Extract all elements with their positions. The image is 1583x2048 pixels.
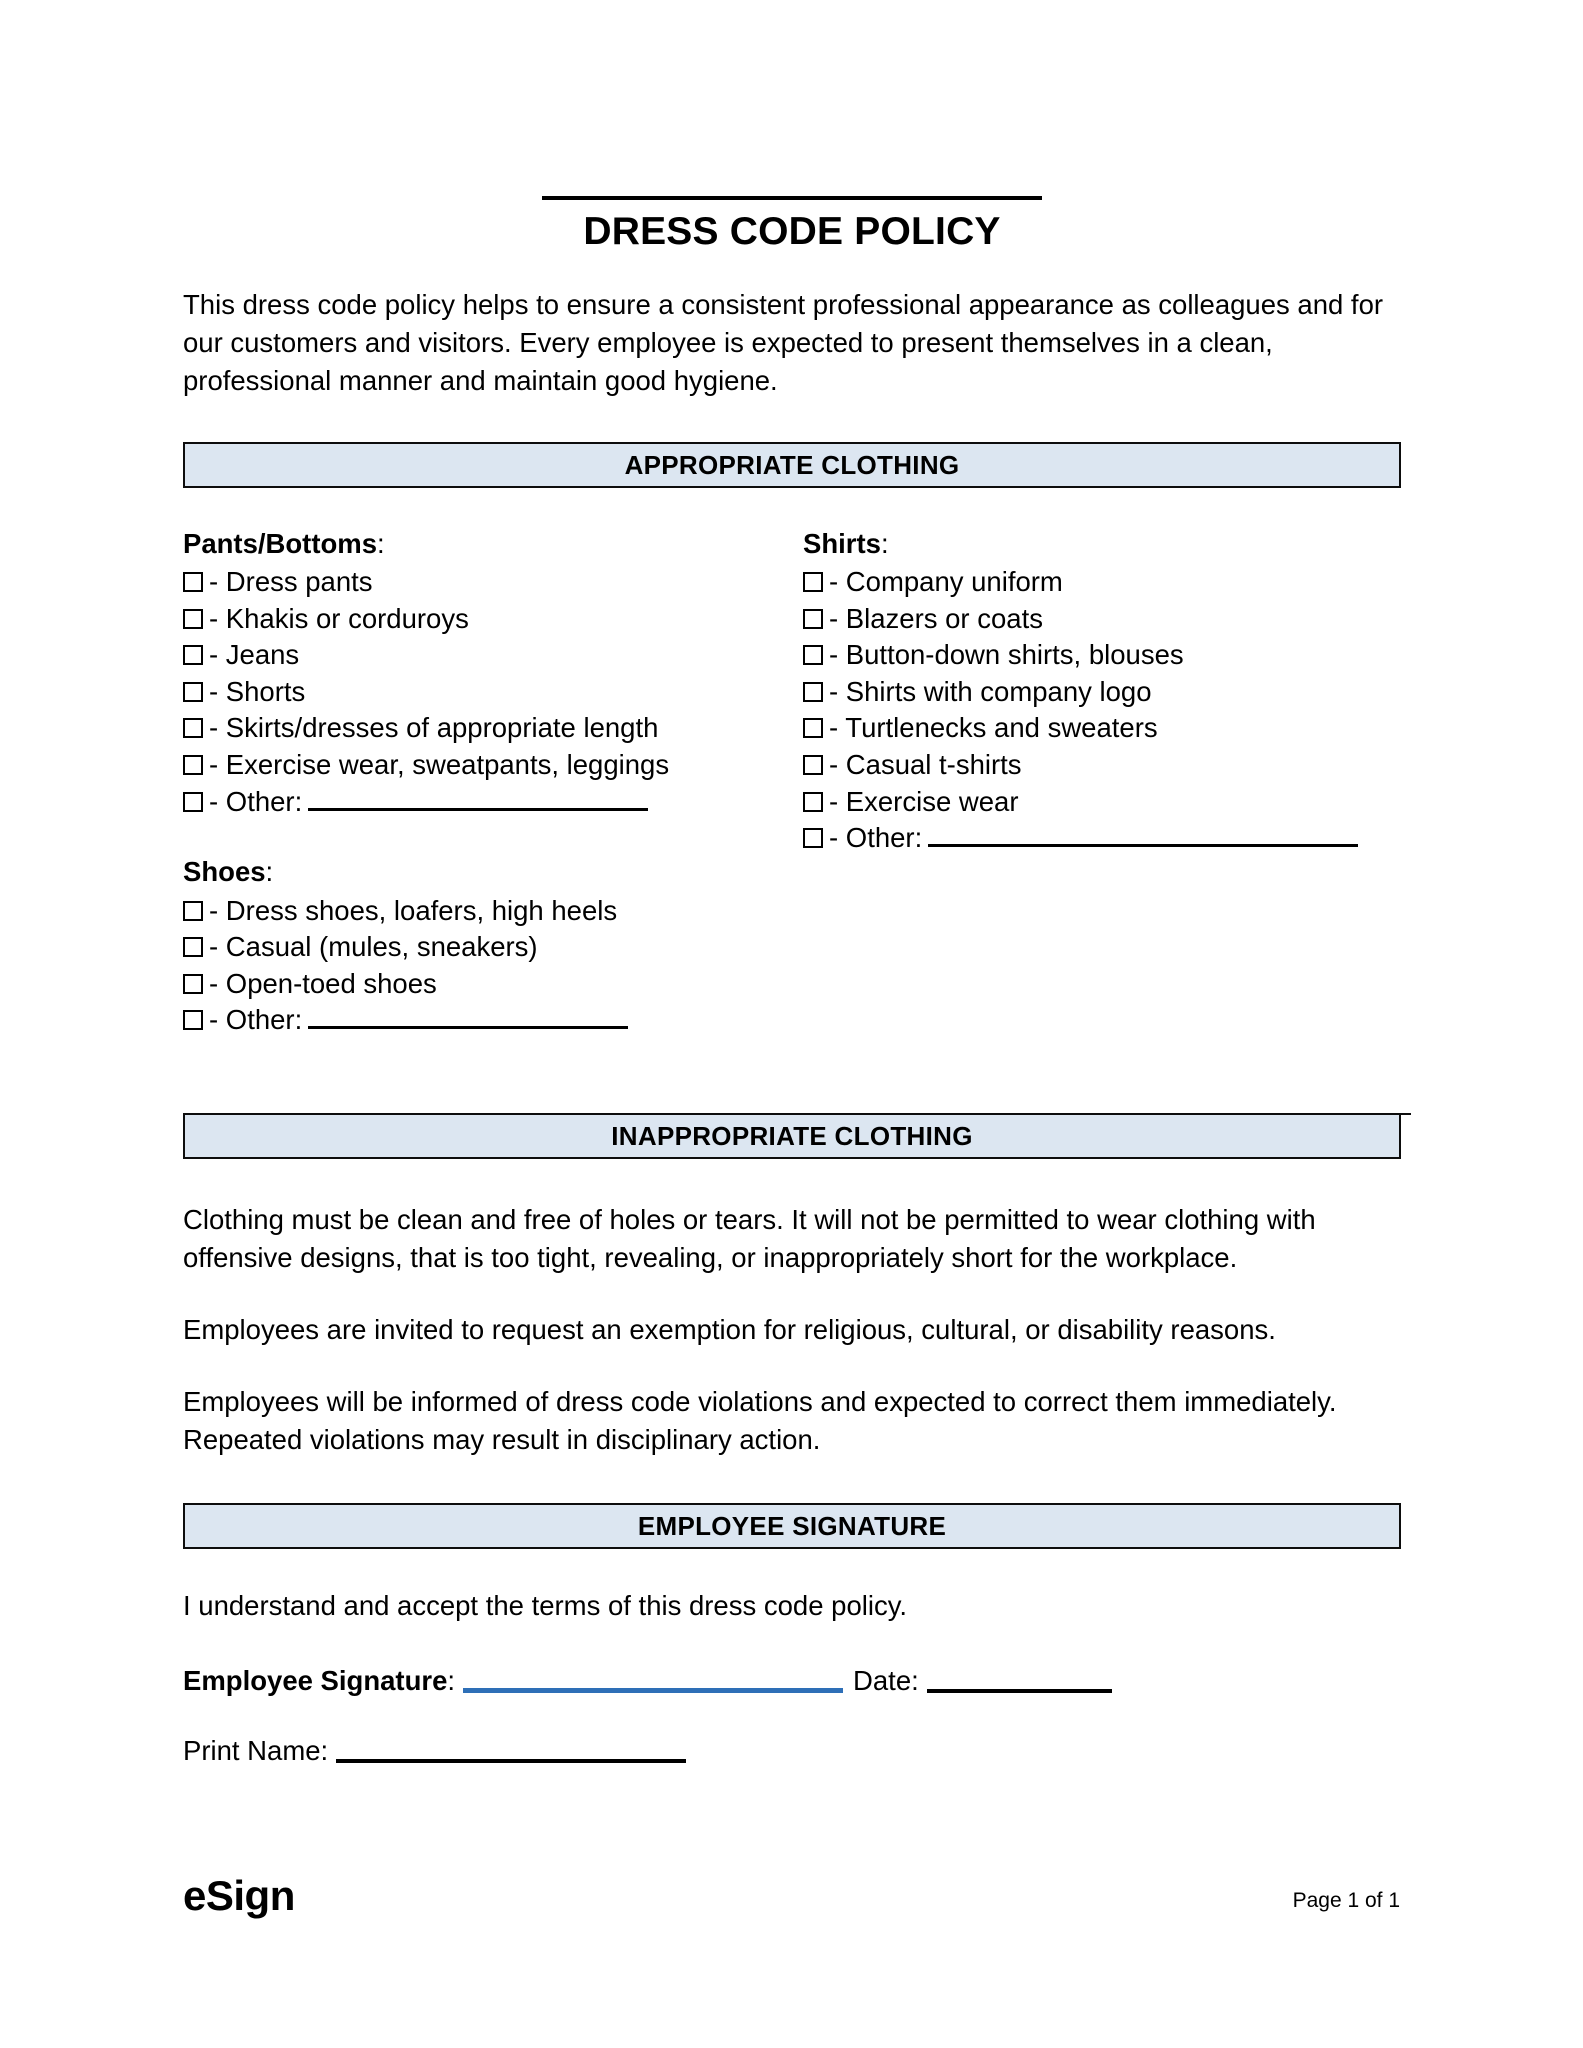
page-footer bbox=[183, 1872, 1400, 1919]
checklist-item-label: - Khakis or corduroys bbox=[209, 602, 469, 634]
inappropriate-paragraph-2: Employees are invited to request an exemption for religious, cultural, or disability reasons. bbox=[183, 1313, 1276, 1345]
employee-signature-label-text: Employee Signature bbox=[183, 1664, 448, 1696]
esign-logo: eSign bbox=[183, 1872, 295, 1919]
other-shirts-input-blank[interactable] bbox=[928, 820, 1358, 847]
checkbox-icon[interactable] bbox=[183, 718, 203, 738]
checklist-item[interactable] bbox=[803, 674, 1401, 711]
checklist-item-label: - Blazers or coats bbox=[829, 602, 1043, 634]
checklist-item-other-label: - Other: bbox=[209, 785, 303, 817]
checklist-item-label: - Dress pants bbox=[209, 566, 373, 598]
title-block bbox=[183, 196, 1401, 255]
other-pants-input-blank[interactable] bbox=[308, 784, 648, 811]
group-heading-pants-bottoms-label: Pants/Bottoms bbox=[183, 527, 378, 559]
checklist-column-left bbox=[183, 526, 803, 1039]
checklist-item-label: - Company uniform bbox=[829, 566, 1063, 598]
checklist-item[interactable] bbox=[183, 564, 803, 601]
checkbox-icon[interactable] bbox=[803, 609, 823, 629]
page-number: Page 1 of 1 bbox=[1292, 1889, 1400, 1912]
group-heading-pants-bottoms bbox=[183, 526, 803, 563]
checkbox-icon[interactable] bbox=[183, 645, 203, 665]
section-header-inappropriate-clothing bbox=[183, 1113, 1401, 1159]
intro-paragraph: This dress code policy helps to ensure a consistent professional appearance as colleagues and for our customers and visitors. Every employee is expected to present themselves in a clean, professional manner and maintain good hygiene. bbox=[183, 288, 1384, 396]
checkbox-icon[interactable] bbox=[183, 755, 203, 775]
print-name-input-blank[interactable] bbox=[336, 1737, 686, 1763]
print-name-row bbox=[183, 1733, 1401, 1770]
checkbox-icon[interactable] bbox=[183, 572, 203, 592]
checkbox-icon[interactable] bbox=[803, 828, 823, 848]
checklist-item[interactable] bbox=[803, 747, 1401, 784]
employee-signature-input-blank[interactable] bbox=[463, 1666, 843, 1693]
checklist-item[interactable] bbox=[183, 893, 803, 930]
checkbox-icon[interactable] bbox=[803, 792, 823, 812]
employee-signature-row bbox=[183, 1663, 1401, 1700]
section-header-employee-signature bbox=[183, 1503, 1401, 1549]
checklist-column-right bbox=[803, 526, 1401, 1039]
checkbox-icon[interactable] bbox=[183, 974, 203, 994]
checklist-item-other[interactable] bbox=[183, 1002, 803, 1039]
checkbox-icon[interactable] bbox=[183, 609, 203, 629]
checkbox-icon[interactable] bbox=[183, 1010, 203, 1030]
checklist-item[interactable] bbox=[183, 966, 803, 1003]
acceptance-statement: I understand and accept the terms of this dress code policy. bbox=[183, 1589, 908, 1621]
document-content bbox=[183, 0, 1401, 1770]
checklist-item[interactable] bbox=[183, 710, 803, 747]
checkbox-icon[interactable] bbox=[803, 755, 823, 775]
group-heading-shoes-colon: : bbox=[265, 856, 274, 888]
checkbox-icon[interactable] bbox=[183, 792, 203, 812]
checklist-item[interactable] bbox=[183, 674, 803, 711]
checkbox-icon[interactable] bbox=[803, 682, 823, 702]
group-heading-shirts bbox=[803, 526, 1401, 563]
checklist-item-label: - Casual t-shirts bbox=[829, 749, 1022, 781]
spacer bbox=[183, 820, 803, 854]
checklist-item-other-label: - Other: bbox=[209, 1004, 303, 1036]
checkbox-icon[interactable] bbox=[803, 572, 823, 592]
checklist-item-label: - Jeans bbox=[209, 639, 300, 671]
checkbox-icon[interactable] bbox=[183, 901, 203, 921]
clothing-checklist-columns bbox=[183, 526, 1401, 1039]
title-rule bbox=[542, 196, 1042, 200]
inappropriate-paragraph-3: Employees will be informed of dress code violations and expected to correct them immediately. Repeated violations may result in disciplinary action. bbox=[183, 1385, 1337, 1455]
group-heading-shoes bbox=[183, 854, 803, 891]
checklist-item-label: - Open-toed shoes bbox=[209, 967, 437, 999]
checkbox-icon[interactable] bbox=[183, 682, 203, 702]
checklist-item[interactable] bbox=[183, 637, 803, 674]
group-heading-shoes-label: Shoes bbox=[183, 856, 266, 888]
checklist-item-label: - Casual (mules, sneakers) bbox=[209, 931, 538, 963]
checklist-item-label: - Button-down shirts, blouses bbox=[829, 639, 1184, 671]
checklist-item-label: - Skirts/dresses of appropriate length bbox=[209, 712, 659, 744]
checklist-item[interactable] bbox=[803, 637, 1401, 674]
checklist-item-other[interactable] bbox=[803, 820, 1401, 857]
inappropriate-paragraph-1: Clothing must be clean and free of holes or tears. It will not be permitted to wear clothing with offensive designs, that is too tight, revealing, or inappropriately short for the workplace. bbox=[183, 1203, 1316, 1273]
checklist-item[interactable] bbox=[803, 710, 1401, 747]
date-input-blank[interactable] bbox=[927, 1667, 1112, 1693]
section-header-inappropriate-clothing-label: INAPPROPRIATE CLOTHING bbox=[611, 1120, 973, 1151]
employee-signature-label-colon: : bbox=[447, 1664, 456, 1696]
checklist-item-other[interactable] bbox=[183, 784, 803, 821]
group-heading-shirts-colon: : bbox=[880, 527, 889, 559]
checklist-item-label: - Dress shoes, loafers, high heels bbox=[209, 894, 618, 926]
checklist-item-label: - Exercise wear, sweatpants, leggings bbox=[209, 749, 670, 781]
date-label: Date: bbox=[853, 1664, 919, 1696]
checklist-item[interactable] bbox=[183, 601, 803, 638]
section-header-employee-signature-label: EMPLOYEE SIGNATURE bbox=[637, 1510, 947, 1541]
checkbox-icon[interactable] bbox=[803, 718, 823, 738]
checklist-item-label: - Shirts with company logo bbox=[829, 675, 1152, 707]
checklist-item[interactable] bbox=[803, 784, 1401, 821]
checklist-item[interactable] bbox=[803, 564, 1401, 601]
page-title: DRESS CODE POLICY bbox=[583, 210, 1001, 253]
group-heading-shirts-label: Shirts bbox=[803, 527, 881, 559]
checklist-item[interactable] bbox=[183, 929, 803, 966]
section-header-appropriate-clothing-label: APPROPRIATE CLOTHING bbox=[624, 449, 960, 480]
checkbox-icon[interactable] bbox=[183, 937, 203, 957]
checkbox-icon[interactable] bbox=[803, 645, 823, 665]
checklist-item-label: - Shorts bbox=[209, 675, 306, 707]
print-name-label: Print Name: bbox=[183, 1735, 329, 1767]
other-shoes-input-blank[interactable] bbox=[308, 1002, 628, 1029]
checklist-item[interactable] bbox=[183, 747, 803, 784]
employee-signature-label bbox=[183, 1665, 455, 1696]
section-header-appropriate-clothing bbox=[183, 442, 1401, 488]
checklist-item-label: - Exercise wear bbox=[829, 785, 1019, 817]
group-heading-pants-bottoms-colon: : bbox=[377, 527, 385, 559]
checklist-item-label: - Turtlenecks and sweaters bbox=[829, 712, 1158, 744]
checklist-item-other-label: - Other: bbox=[829, 822, 923, 854]
checklist-item[interactable] bbox=[803, 601, 1401, 638]
